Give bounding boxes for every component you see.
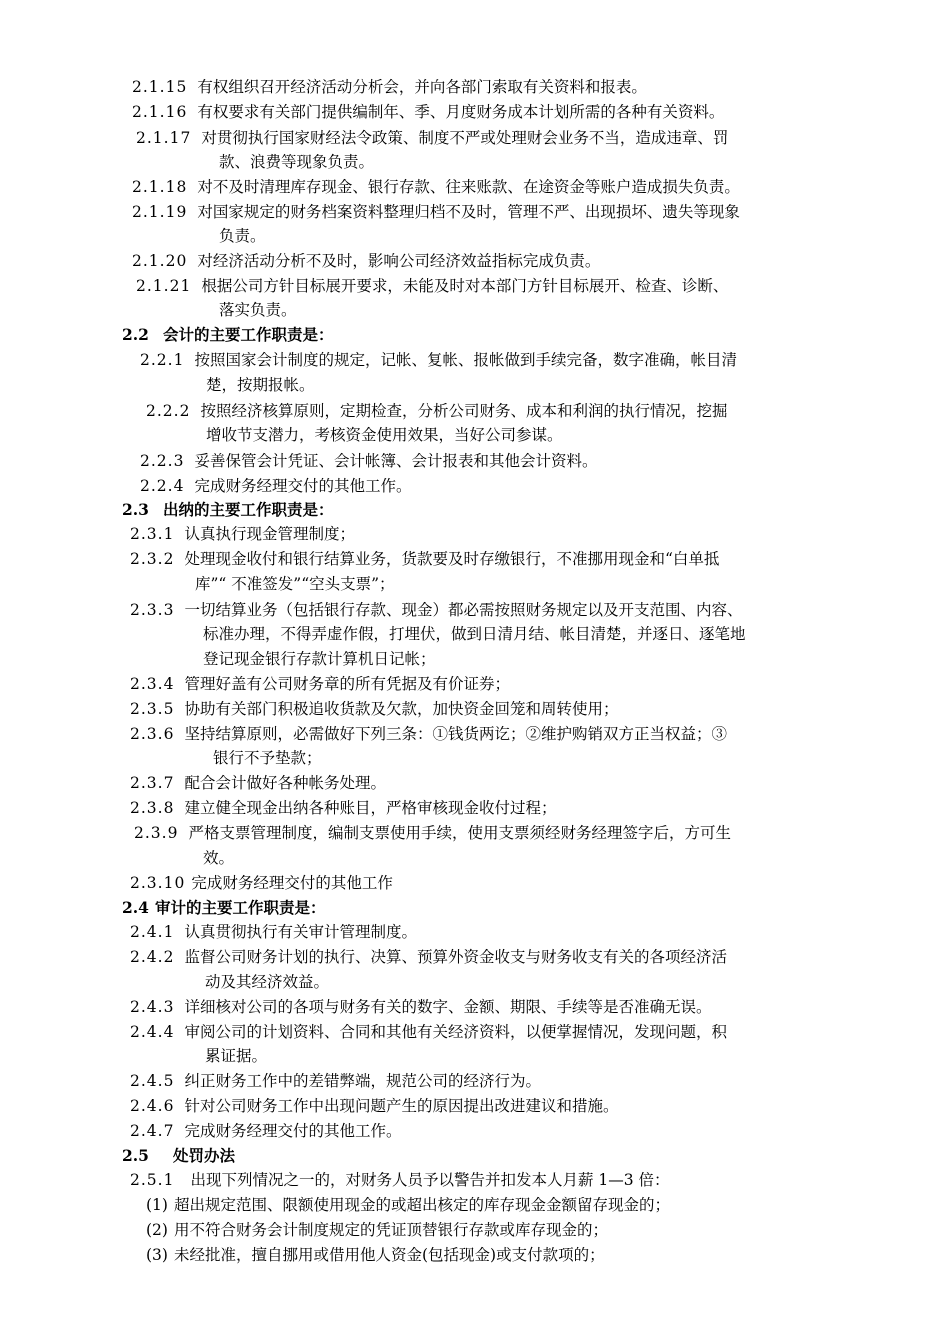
clause-number: 2.3.9 [134,824,179,842]
clause-number: 2.4.7 [130,1122,175,1140]
section-number: 2.4 [122,898,149,917]
clause-text: 详细核对公司的各项与财务有关的数字、金额、期限、手续等是否准确无误。 [184,998,712,1016]
clause-number: 2.1.15 [132,78,188,96]
clause-number: 2.3.4 [130,675,175,693]
clause-continuation: 库”“ 不准签发”“空头支票”； [195,575,395,593]
clause-text: 监督公司财务计划的执行、决算、预算外资金收支与财务收支有关的各项经济活 [184,948,727,966]
clause-2-1-20 [132,249,600,273]
section-title: 审计的主要工作职责是： [154,898,326,917]
clause-number: 2.4.4 [130,1023,175,1041]
clause-text: 协助有关部门积极追收货款及欠款，加快资金回笼和周转使用； [184,700,619,718]
clause-number: 2.1.19 [132,203,188,221]
clause-text: 管理好盖有公司财务章的所有凭据及有价证券； [184,675,510,693]
clause-2-2-2 [146,399,727,423]
clause-text: 根据公司方针目标展开要求，未能及时对本部门方针目标展开、检查、诊断、 [201,277,729,295]
clause-2-4-5 [130,1069,541,1093]
clause-number: 2.4.2 [130,948,175,966]
clause-2-1-17 [136,126,728,150]
clause-number: 2.3.10 [130,874,186,892]
clause-text: 对不及时清理库存现金、银行存款、往来账款、在途资金等账户造成损失负责。 [197,178,740,196]
clause-text: 对国家规定的财务档案资料整理归档不及时，管理不严、出现损坏、遗失等现象 [197,203,740,221]
clause-text: 有权要求有关部门提供编制年、季、月度财务成本计划所需的各种有关资料。 [197,103,725,121]
item-text: 超出规定范围、限额使用现金的或超出核定的库存现金金额留存现金的； [173,1196,670,1214]
clause-text: 按照经济核算原则，定期检查，分析公司财务、成本和利润的执行情况，挖掘 [200,402,728,420]
clause-text: 完成财务经理交付的其他工作。 [194,477,412,495]
section-title: 处罚办法 [172,1146,235,1165]
section-title: 出纳的主要工作职责是： [162,500,334,519]
clause-text: 完成财务经理交付的其他工作 [191,874,393,892]
clause-number: 2.1.20 [132,252,188,270]
item-text: 未经批准，擅自挪用或借用他人资金(包括现金)或支付款项的； [173,1246,605,1264]
clause-text: 坚持结算原则，必需做好下列三条：①钱货两讫；②维护购销双方正当权益；③ [184,725,727,743]
clause-number: 2.3.7 [130,774,175,792]
clause-text: 针对公司财务工作中出现问题产生的原因提出改进建议和措施。 [184,1097,619,1115]
clause-number: 2.2.2 [146,402,191,420]
section-heading-2-4 [122,896,325,920]
list-item [146,1218,608,1242]
clause-text: 有权组织召开经济活动分析会，并向各部门索取有关资料和报表。 [197,78,647,96]
clause-text: 对经济活动分析不及时，影响公司经济效益指标完成负责。 [197,252,601,270]
clause-number: 2.1.16 [132,103,188,121]
clause-continuation: 楚，按期报帐。 [206,376,315,394]
clause-number: 2.3.8 [130,799,175,817]
item-text: 用不符合财务会计制度规定的凭证顶替银行存款或库存现金的； [173,1221,608,1239]
clause-number: 2.3.1 [130,525,175,543]
clause-number: 2.4.5 [130,1072,175,1090]
clause-number: 2.3.5 [130,700,175,718]
clause-continuation: 负责。 [219,227,266,245]
item-number: (2) [146,1221,168,1239]
clause-2-3-10 [130,871,393,895]
clause-2-2-3 [140,449,597,473]
clause-2-4-6 [130,1094,618,1118]
clause-2-3-6 [130,722,727,746]
clause-text: 认真贯彻执行有关审计管理制度。 [184,923,417,941]
clause-2-3-4 [130,672,510,696]
clause-continuation: 增收节支潜力，考核资金使用效果，当好公司参谋。 [206,426,563,444]
clause-continuation: 登记现金银行存款计算机日记帐； [203,650,436,668]
clause-continuation: 款、浪费等现象负责。 [219,153,375,171]
clause-continuation: 效。 [203,849,235,867]
clause-continuation: 落实负责。 [219,301,297,319]
clause-text: 按照国家会计制度的规定，记帐、复帐、报帐做到手续完备，数字准确，帐目清 [194,351,737,369]
clause-continuation: 累证据。 [205,1047,268,1065]
clause-text: 配合会计做好各种帐务处理。 [184,774,386,792]
clause-2-4-7 [130,1119,401,1143]
clause-2-1-21 [136,274,728,298]
section-number: 2.2 [122,325,149,344]
section-heading-2-5 [122,1144,235,1168]
clause-2-4-3 [130,995,711,1019]
list-item [146,1193,670,1217]
clause-text: 建立健全现金出纳各种账目，严格审核现金收付过程； [184,799,557,817]
clause-2-3-3 [130,598,742,622]
clause-2-3-7 [130,771,386,795]
clause-2-5-1 [130,1168,670,1192]
clause-number: 2.2.4 [140,477,185,495]
clause-text: 处理现金收付和银行结算业务，货款要及时存缴银行，不准挪用现金和“白单抵 [184,550,720,568]
clause-2-2-1 [140,348,737,372]
clause-number: 2.3.2 [130,550,175,568]
clause-2-1-18 [132,175,740,199]
clause-2-4-2 [130,945,727,969]
clause-number: 2.1.17 [136,129,192,147]
clause-number: 2.4.1 [130,923,175,941]
clause-2-3-1 [130,522,355,546]
clause-2-3-2 [130,547,719,571]
clause-text: 出现下列情况之一的，对财务人员予以警告并扣发本人月薪 1—3 倍： [190,1171,670,1189]
clause-number: 2.1.21 [136,277,192,295]
clause-2-1-19 [132,200,740,224]
clause-text: 妥善保管会计凭证、会计帐簿、会计报表和其他会计资料。 [194,452,598,470]
clause-text: 纠正财务工作中的差错弊端，规范公司的经济行为。 [184,1072,541,1090]
list-item [146,1243,605,1267]
section-number: 2.3 [122,500,149,519]
clause-2-1-15 [132,75,647,99]
clause-2-3-8 [130,796,556,820]
clause-continuation: 标准办理，不得弄虚作假，打埋伏，做到日清月结、帐目清楚，并逐日、逐笔地 [203,625,746,643]
clause-2-4-4 [130,1020,727,1044]
clause-number: 2.3.6 [130,725,175,743]
clause-text: 完成财务经理交付的其他工作。 [184,1122,402,1140]
section-heading-2-3 [122,498,333,522]
clause-text: 严格支票管理制度，编制支票使用手续，使用支票须经财务经理签字后，方可生 [188,824,731,842]
clause-number: 2.2.1 [140,351,185,369]
clause-text: 认真执行现金管理制度； [184,525,355,543]
clause-text: 一切结算业务（包括银行存款、现金）都必需按照财务规定以及开支范围、内容、 [184,601,743,619]
clause-text: 对贯彻执行国家财经法令政策、制度不严或处理财会业务不当，造成违章、罚 [201,129,729,147]
clause-text: 审阅公司的计划资料、合同和其他有关经济资料，以便掌握情况，发现问题，积 [184,1023,727,1041]
item-number: (3) [146,1246,168,1264]
clause-number: 2.4.3 [130,998,175,1016]
clause-number: 2.5.1 [130,1171,175,1189]
clause-2-4-1 [130,920,417,944]
section-heading-2-2 [122,323,333,347]
section-number: 2.5 [122,1146,149,1165]
item-number: (1) [146,1196,168,1214]
clause-2-1-16 [132,100,724,124]
clause-2-3-9 [134,821,731,845]
clause-number: 2.4.6 [130,1097,175,1115]
clause-number: 2.1.18 [132,178,188,196]
clause-continuation: 银行不予垫款； [213,749,322,767]
clause-2-3-5 [130,697,618,721]
clause-number: 2.2.3 [140,452,185,470]
section-title: 会计的主要工作职责是： [162,325,334,344]
clause-number: 2.3.3 [130,601,175,619]
clause-2-2-4 [140,474,411,498]
clause-continuation: 动及其经济效益。 [205,973,330,991]
